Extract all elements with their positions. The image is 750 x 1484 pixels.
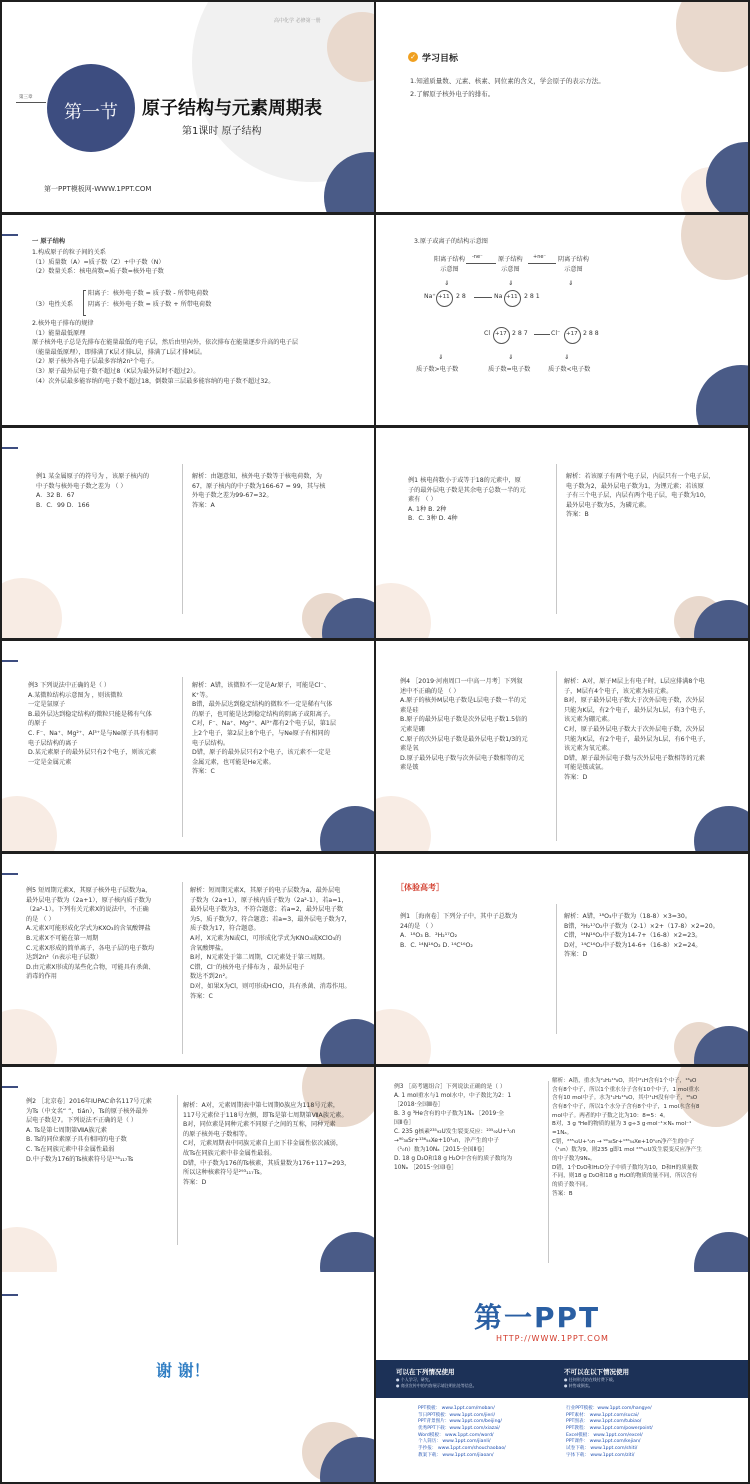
resource-links[interactable]: PPT模板： www.1ppt.com/moban/ 节日PPT模板：www.1ppt.com/jieri/ PPT背景图片：www.1ppt.com/beijing/ 优秀PPT下载：www.1ppt.com/xiazai/ Word模板： www.1ppt.com/word/ 个人简历： www.1ppt.com/jianli/ 手抄报： www.1ppt.com/shouchaobao/ 教案下载： www.1ppt.com/jiaoan/: [418, 1406, 506, 1458]
slide-example[interactable]: [376, 854, 748, 1064]
nucleus-charge: +11: [438, 294, 450, 300]
body-text: 1.构成原子的粒子间的关系 （1）质量数（A）=质子数（Z）+中子数（N） （2）数量关系：核电荷数=质子数=核外电子数: [32, 249, 165, 276]
down-arrow: ⇓: [508, 354, 514, 361]
brace: [83, 290, 86, 316]
question-text: 例5 短周期元素X，其原子核外电子层数为a， 最外层电子数为（2a+1），原子核内质子数为 （2a²-1）。下列有关元素X的说法中，不正确 的是 （ ） A.元素X可能形成化学式为KXO₃的含氧酸钾盐 B.元素X不可能在第一周期 C.元素X形成的简单离子，各电子层的电子数均 达到2n²（n表示电子层数） D.由元素X形成的某些化合物，可能具有杀菌、 消毒的作用: [26, 887, 155, 981]
check-icon: ✓: [408, 52, 418, 62]
atom-symbol: Cl: [484, 330, 491, 337]
decor-circle: [376, 1009, 431, 1064]
atom-symbol: Na: [494, 293, 503, 300]
answer-text: 解析：A错，该微粒不一定是Ar原子，可能是Cl⁻、 K⁺等。 B错，最外层达到稳定结构的微粒不一定是稀有气体 的原子，也可能是达到稳定结构的阴离子或阳离子。 C对，F⁻、Na⁺、Mg²⁺、Al³⁺都有2个电子层，第1层 上2个电子，第2层上8个电子，与Ne原子有相同的 电子层结构。 D错，原子的最外层只有2个电子，该元素不一定是 金属元素，也可能是He元素。 答案：C: [192, 682, 337, 776]
decor-circle: [2, 1009, 57, 1064]
cation-diagram-label: 阳离子结构 示意图: [434, 256, 465, 273]
relation-cation: 质子数>电子数: [416, 366, 459, 373]
decor-circle: [694, 1232, 748, 1277]
question-text: 例3 下列说法中正确的是（ ） A.某微粒结构示意图为 ，则该微粒 一定是氩原子 B.最外层达到稳定结构的微粒只能是稀有气体 的原子 C. F⁻、Na⁺、Mg²⁺、Al³⁺是与Ne原子具有相同 电子层结构的离子 D.某元素原子的最外层只有2个电子，则该元素 一定是金属元素: [28, 682, 158, 766]
divider: [548, 1081, 549, 1263]
slide-credits[interactable]: [376, 1272, 748, 1482]
divider: [177, 1095, 178, 1245]
goal-item: 1.知道质量数、元素、核素、同位素的含义，学会原子的表示方法。: [410, 77, 605, 85]
decor-circle: [320, 806, 374, 851]
shell-electrons: 2 8 8: [583, 330, 599, 337]
slide-example[interactable]: [2, 854, 374, 1064]
goals-heading: 学习目标: [422, 54, 459, 64]
relation-atom: 质子数=电子数: [488, 366, 531, 373]
atom-diagram-label: 原子结构 示意图: [498, 256, 523, 273]
goal-item: 2.了解原子核外电子的排布。: [410, 90, 495, 98]
gain-electrons-label: +ne⁻: [533, 254, 547, 260]
divider: [556, 904, 557, 1034]
decor-circle: [694, 806, 748, 851]
exam-tag: ［体验高考］: [396, 883, 444, 892]
slide-example[interactable]: [376, 428, 748, 638]
brand-logo: 第一PPT: [474, 1301, 601, 1334]
decor-circle: [2, 578, 62, 638]
section-heading: 一 原子结构: [32, 238, 66, 245]
cannot-use-title: 不可以在以下情况使用: [564, 1368, 629, 1376]
relation-anion: 质子数<电子数: [548, 366, 591, 373]
answer-text: 解析：短周期元素X，其原子的电子层数为a，最外层电 子数为（2a+1），原子核内质子数为（2a²-1），若a=1， 最外层电子数为3，不符合题意；若a=2，最外层电子数 为5，质子数为7，符合题意；若a=3，最外层电子数为7， 质子数为17，符合题意。 A对，X元素为N或Cl，可形成化学式为KNO₃或KClO₃的 含氧酸钾盐。 B对，N元素处于第二周期，Cl元素处于第三周期。 C错，Cl⁻的核外电子排布为 ，最外层电子 数达不到2n²。 D对，如果X为Cl，则可形成HClO，具有杀菌、消毒作用。 答案：C: [190, 887, 351, 1000]
divider: [16, 102, 46, 103]
answer-text: 解析：A对，原子M层上有电子时，L层应排满8个电 子，M层有4个电子，该元素为硅元素。 B对，原子最外层电子数大于次外层电子数，次外层 只能为K层，有2个电子，最外层为L层，有3个电子， 该元素为硼元素。 C对，原子最外层电子数大于次外层电子数，次外层 只能为K层，有2个电子，最外层为L层，有6个电子， 该元素为氧元素。 D错，原子最外层电子数与次外层电子数相等的元素 可能是铍或氩。 答案：D: [564, 678, 710, 782]
answer-text: 解析：A错，¹⁸O₃中子数为（18-8）×3=30。 B错，²H₂¹⁷O₂中子数为（2-1）×2+（17-8）×2=20。 C错，¹⁴N¹⁶O₂中子数为14-7+（16-8）×2=23。 D对，¹⁴C¹⁶O₂中子数为14-6+（16-8）×2=24。 答案：D: [564, 913, 719, 959]
decor-circle: [376, 796, 431, 851]
down-arrow: ⇓: [564, 354, 570, 361]
accent-bar: [2, 660, 18, 662]
can-use-body: ● 个人学习、研究。 ● 商业宣传中的内容展示请注明出处等信息。: [396, 1377, 477, 1389]
anion-diagram-label: 阴离子结构 示意图: [558, 256, 589, 273]
can-use-title: 可以在下列情况使用: [396, 1368, 455, 1376]
arrow-left: [466, 263, 496, 264]
question-text: 例1 某金属原子的符号为 ，该原子核内的 中子数与核外电子数之差为 （ ） A．32 B．67 B．C．99 D．166: [36, 473, 150, 509]
decor-circle: [706, 142, 748, 212]
slide-thanks[interactable]: [2, 1272, 374, 1482]
arrow-right: [528, 263, 556, 264]
answer-text: 解析：若该原子有两个电子层，内层只有一个电子层， 电子数为2，最外层电子数为1，为锂元素；若该原 子有三个电子层，内层有两个电子层，电子数为10， 最外层电子数为5，为磷元素。 答案：B: [566, 473, 715, 519]
course-header: 高中化学 必修第一册: [274, 18, 321, 24]
section-title: 第一节: [64, 102, 118, 123]
decor-circle: [2, 796, 57, 851]
accent-bar: [2, 873, 18, 875]
question-text: 例1 ［海南卷］下列分子中，其中子总数为 24的是 （ ） A．¹⁸O₃ B．²H₂¹⁷O₂ B．C. ¹⁴N¹⁶O₂ D. ¹⁴C¹⁶O₂: [400, 913, 518, 949]
decor-circle: [676, 2, 748, 72]
decor-circle: [320, 1232, 374, 1277]
nucleus-charge: +11: [506, 294, 518, 300]
resource-links[interactable]: 行业PPT模板：www.1ppt.com/hangye/ PPT素材： www.1ppt.com/sucai/ PPT图表： www.1ppt.com/tubiao/ PPT教程： www.1ppt.com/powerpoint/ Excel模板： www.1ppt.com/excel/ PPT课件： www.1ppt.com/kejian/ 试卷下载： www.1ppt.com/shiti/ 字体下载： www.1ppt.com/ziti/: [566, 1406, 653, 1458]
question-text: 例2 ［北京卷］2016年IUPAC命名117号元素 为Ts（中文名“ ”，tián），Ts的原子核外最外 层电子数是7。下列说法不正确的是（ ） A. Ts是第七周期第ⅦA族元素 B. Ts的同位素原子具有相同的电子数 C. Ts在同族元素中非金属性最弱 D.中子数为176的Ts核素符号是¹⁷⁶₁₁₇Ts: [26, 1098, 152, 1163]
down-arrow: ⇓: [568, 280, 574, 287]
slide-atom-structure[interactable]: [2, 215, 374, 425]
decor-circle: [696, 365, 748, 425]
slide-example[interactable]: [376, 641, 748, 851]
answer-text: 解析：由题意知，核外电子数等于核电荷数，为 67，原子核内的中子数为166-67 = 99，其与核 外电子数之差为99-67=32。 答案：A: [192, 473, 326, 509]
divider: [182, 677, 183, 837]
slide-example[interactable]: [376, 1067, 748, 1277]
nucleus-charge: +17: [566, 331, 578, 337]
accent-bar: [2, 234, 18, 236]
charge-label: （3）电性关系: [32, 301, 74, 308]
accent-bar: [2, 447, 18, 449]
accent-bar: [2, 1294, 18, 1296]
section-badge: [47, 64, 135, 152]
lose-electrons-label: -ne⁻: [472, 254, 483, 260]
brand-url: HTTP://WWW.1PPT.COM: [496, 1334, 609, 1343]
down-arrow: ⇓: [444, 280, 450, 287]
decor-circle: [376, 583, 431, 638]
chapter-label: 第三章: [19, 95, 33, 100]
divider: [556, 464, 557, 614]
lesson-title: 原子结构与元素周期表: [142, 98, 322, 119]
slide-example[interactable]: [2, 428, 374, 638]
nucleus-charge: +17: [495, 331, 507, 337]
decor-circle: [2, 1227, 57, 1277]
diagram-title: 3.原子或离子的结构示意图: [414, 238, 488, 245]
shell-electrons: 2 8 1: [524, 293, 540, 300]
accent-bar: [2, 1086, 18, 1088]
lesson-subtitle: 第1课时 原子结构: [182, 126, 262, 137]
cation-rule: 阳离子：核外电子数 = 质子数 - 所带电荷数: [88, 290, 209, 297]
question-text: 例4 ［2019·河南周口一中高一月考］下列叙 述中不正确的是 （ ） A.原子的核外M层电子数是L层电子数一半的元 素是硅 B.原子的最外层电子数是次外层电子数1.5倍的 元素是硼 C.原子的次外层电子数是最外层电子数1/3的元 素是氧 D.原子最外层电子数与次外层电子数相等的元 素是铍: [400, 678, 528, 772]
arrow-left: [474, 297, 492, 298]
answer-text: 解析：A错，重水为²₁H₂¹⁶₈O，其中²₁H含有1个中子，¹⁶₈O 含有8个中子，所以1个重水分子含有10个中子，1 mol重水 含有10 mol中子。水为¹₁H₂¹⁶₈O，其中¹₁H没有中子，¹⁶₈O 含有8个中子，所以1个水分子含有8个中子，1 mol水含有8 mol中子。两者的中子数之比为10：8=5：4。 B对，3 g ³He的物质的量为 3 g÷3 g·mol⁻¹×Nₐ mol⁻¹ =1Nₐ。 C错，²³⁵₉₂U+¹₀n → ⁹⁰₃₈Sr+¹³⁶₅₄Xe+10¹₀n净产生的中子 （¹₀n）数为9，则235 g即1 mol ²³⁵₉₂U发生裂变反应净产生 的中子数为9Nₐ。 D错，1个D₂O和H₂O分子中质子数均为10，D和H的质量数 不同，则18 g D₂O和18 g H₂O的物质的量不同，所以含有 的质子数不同。 答案：B: [552, 1078, 702, 1197]
slide-structure-diagrams[interactable]: [376, 215, 748, 425]
arrow-right: [534, 334, 550, 335]
decor-circle: [320, 1019, 374, 1064]
anion-rule: 阴离子：核外电子数 = 质子数 + 所带电荷数: [88, 301, 212, 308]
usage-banner: [376, 1360, 748, 1398]
divider: [556, 671, 557, 841]
down-arrow: ⇓: [508, 280, 514, 287]
shell-electrons: 2 8 7: [512, 330, 528, 337]
question-text: 例1 核电荷数小于或等于18的元素中，原 子的最外层电子数是其余电子总数一半的元 素有 （ ） A. 1种 B. 2种 B．C. 3种 D. 4种: [408, 477, 526, 523]
divider: [182, 882, 183, 1054]
decor-circle: [681, 215, 748, 280]
slide-example[interactable]: [2, 641, 374, 851]
slide-cover[interactable]: [2, 2, 374, 212]
down-arrow: ⇓: [438, 354, 444, 361]
divider: [182, 464, 183, 614]
thanks-text: 谢 谢！: [156, 1361, 210, 1380]
answer-text: 解析：A对，元素周期表中第七周期0族应为118号元素， 117号元素位于118号左侧，即Ts是第七周期第ⅦA族元素。 B对，同位素是同种元素不同原子之间的互称，同种元素 的原子核外电子数相等。 C对，元素周期表中同族元素自上而下非金属性依次减弱， 故Ts在同族元素中非金属性最弱。 D错，中子数为176的Ts核素，其质量数为176+117=293， 所以这种核素符号是²⁹³₁₁₇Ts。 答案：D: [183, 1102, 351, 1186]
slide-example[interactable]: [2, 1067, 374, 1277]
cannot-use-body: ● 任何形式的在线付费下载。 ● 转售或倒卖。: [564, 1377, 617, 1389]
ion-symbol: Na⁺: [424, 293, 436, 300]
body-text: 2.核外电子排布的规律 （1）能量最低原理 原子核外电子总是先排布在能量最低的电子层，然后由里向外，依次排布在能量逐步升高的电子层 （能量最低原理），即排满了K层才排L层，排满了L层才排M层。 （2）原子核外各电子层最多容纳2n²个电子。 （3）原子最外层电子数不超过8（K层为最外层时不超过2）。 （4）次外层最多能容纳的电子数不超过18，倒数第三层最多能容纳的电子数不超过32。: [32, 320, 299, 385]
slide-goals[interactable]: [376, 2, 748, 212]
ion-symbol: Cl⁻: [551, 330, 561, 337]
footer-site: 第一PPT模板网-WWW.1PPT.COM: [44, 185, 152, 193]
shell-electrons: 2 8: [456, 293, 466, 300]
question-text: 例3 ［高考题组合］下列说法正确的是（ ） A. 1 mol重水与1 mol水中，中子数比为2：1 ［2018·全国Ⅲ卷］ B. 3 g ³He含有的中子数为1Nₐ ［2019·全 国Ⅱ卷］ C. 235 g核素²³⁵₉₂U发生裂变反应：²³⁵₉₂U+¹₀n →⁹⁰₃₈Sr+¹³⁶₅₄Xe+10¹₀n，净产生的中子 （¹₀n）数为10Nₐ［2015·全国Ⅱ卷］ D. 18 g D₂O和18 g H₂O中含有的质子数均为 10Nₐ ［2015·全国Ⅰ卷］: [394, 1084, 516, 1171]
